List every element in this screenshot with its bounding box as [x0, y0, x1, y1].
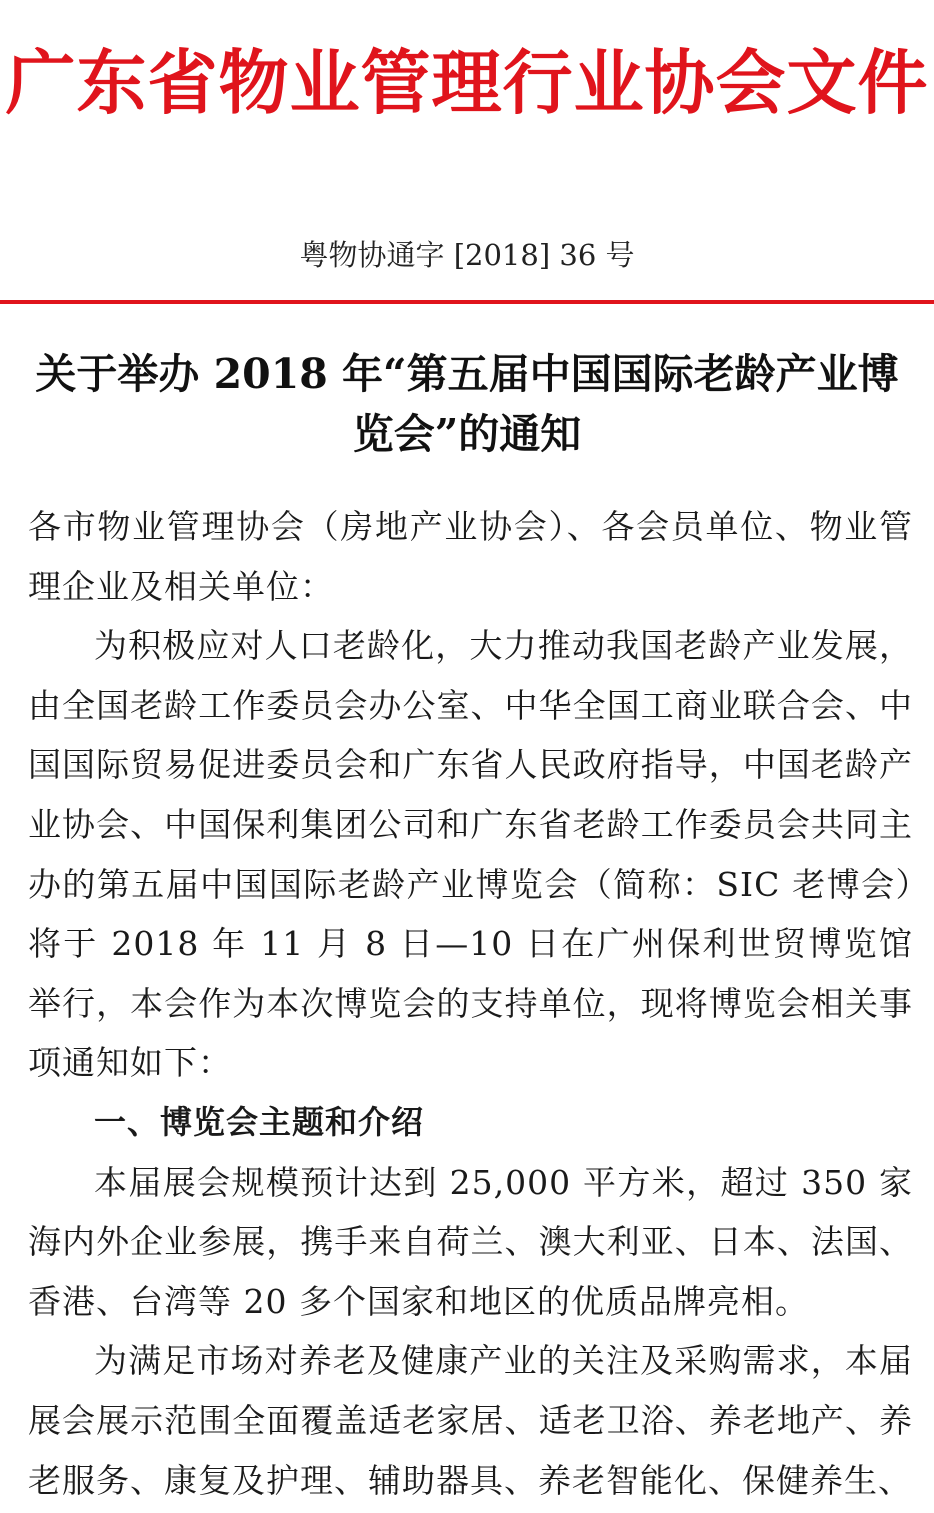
section-paragraph: 为满足市场对养老及健康产业的关注及采购需求，本届展会展示范围全面覆盖适老家居、适老卫浴、养老地产、养老服务、康复及护理、辅助器具、养老智能化、保健养生、 [28, 1341, 913, 1500]
notice-body [28, 497, 913, 1510]
intro-paragraph: 为积极应对人口老龄化，大力推动我国老龄产业发展，由全国老龄工作委员会办公室、中华全国工商业联合会、中国国际贸易促进委员会和广东省人民政府指导，中国老龄产业协会、中国保利集团公司和广东省老龄工作委员会共同主办的第五届中国国际老龄产业博览会（简称：SIC 老博会）将于 2018 年 11 月 8 日—10 日在广州保利世贸博览馆举行，本会作为本次博览会的支持单位，现将博览会相关事项通知如下： [28, 626, 913, 1083]
document-number: 粤物协通字 [2018] 36 号 [299, 238, 635, 272]
section-paragraph: 本届展会规模预计达到 25,000 平方米，超过 350 家海内外企业参展，携手来自荷兰、澳大利亚、日本、法国、香港、台湾等 20 多个国家和地区的优质品牌亮相。 [28, 1162, 913, 1321]
letterhead-title: 广东省物业管理行业协会文件 [5, 42, 929, 124]
notice-title: 关于举办 2018 年“第五届中国国际老龄产业博览会”的通知 [35, 350, 899, 458]
section-heading: 一、博览会主题和介绍 [94, 1102, 425, 1141]
salutation: 各市物业管理协会（房地产业协会）、各会员单位、物业管理企业及相关单位： [28, 507, 913, 606]
red-divider-rule [0, 300, 934, 304]
